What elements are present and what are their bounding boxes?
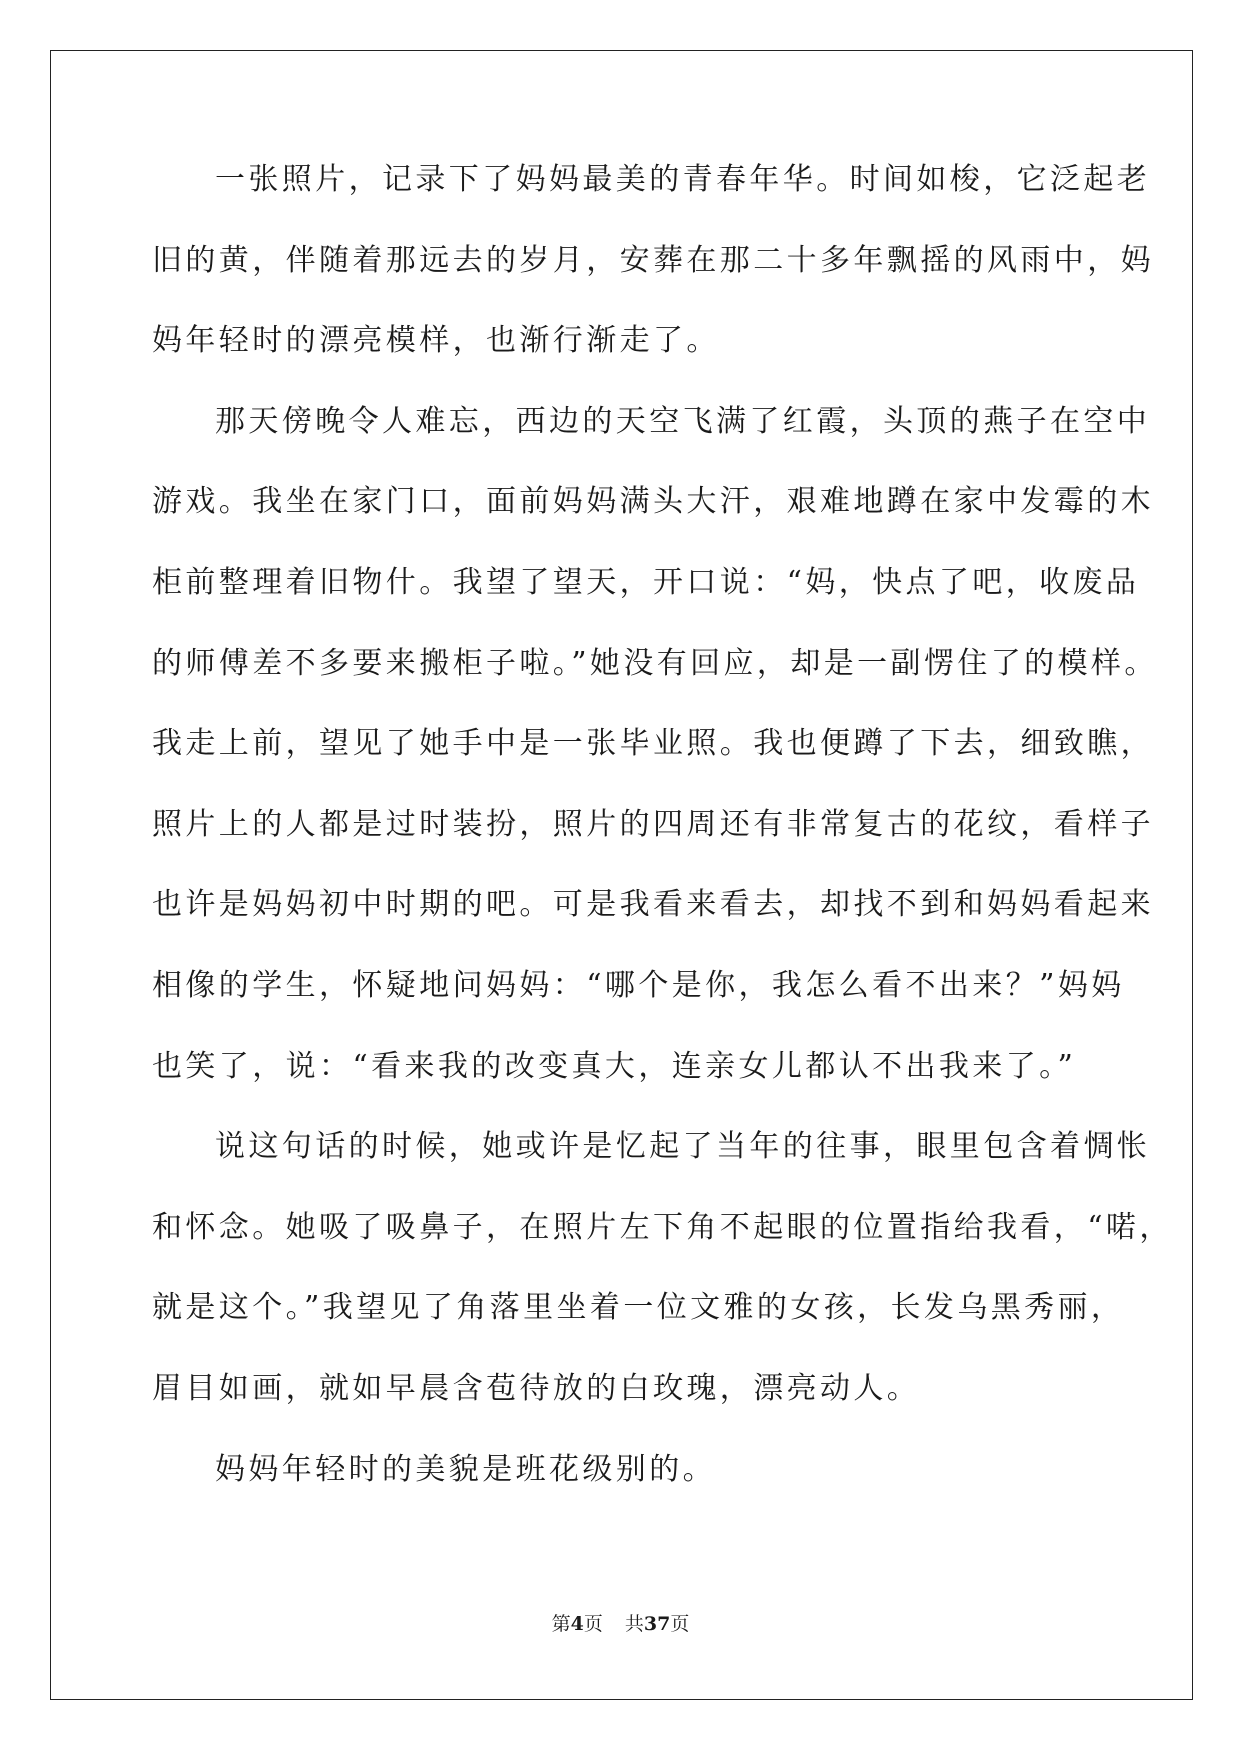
- text-line: 也许是妈妈初中时期的吧。可是我看来看去，却找不到和妈妈看起来: [152, 887, 1154, 923]
- text-line: 眉目如画，就如早晨含苞待放的白玫瑰，漂亮动人。: [152, 1370, 921, 1406]
- paragraph: [152, 1127, 1173, 1449]
- paragraph: [152, 1450, 1092, 1531]
- total-suffix: 页: [670, 1613, 690, 1635]
- document-body: [152, 160, 1173, 1530]
- text-line: 也笑了，说：“看来我的改变真大，连亲女儿都认不出我来了。”: [152, 1048, 1077, 1084]
- page-number-footer: [0, 1612, 1241, 1636]
- total-prefix: 共: [624, 1613, 644, 1635]
- total-page-count: 37: [643, 1613, 671, 1635]
- text-line: 照片上的人都是过时装扮，照片的四周还有非常复古的花纹，看样子: [152, 806, 1154, 842]
- text-line: 和怀念。她吸了吸鼻子，在照片左下角不起眼的位置指给我看，“喏，: [152, 1209, 1173, 1245]
- text-line: 妈年轻时的漂亮模样，也渐行渐走了。: [152, 323, 720, 359]
- paragraph: [152, 160, 1154, 402]
- text-line: 相像的学生，怀疑地问妈妈：“哪个是你，我怎么看不出来？”妈妈: [152, 967, 1125, 1003]
- text-line: 就是这个。”我望见了角落里坐着一位文雅的女孩，长发乌黑秀丽，: [152, 1290, 1125, 1326]
- page-suffix: 页: [583, 1613, 603, 1635]
- text-line: 那天傍晚令人难忘，西边的天空飞满了红霞，头顶的燕子在空中: [215, 403, 1151, 439]
- text-line: 旧的黄，伴随着那远去的岁月，安葬在那二十多年飘摇的风雨中，妈: [152, 242, 1154, 278]
- text-line: 游戏。我坐在家门口，面前妈妈满头大汗，艰难地蹲在家中发霉的木: [152, 484, 1154, 520]
- text-line: 我走上前，望见了她手中是一张毕业照。我也便蹲了下去，细致瞧，: [152, 726, 1154, 762]
- text-line: 柜前整理着旧物什。我望了望天，开口说：“妈，快点了吧，收废品: [152, 564, 1140, 600]
- current-page-number: 4: [570, 1613, 584, 1635]
- text-line: 妈妈年轻时的美貌是班花级别的。: [215, 1451, 716, 1487]
- text-line: 一张照片，记录下了妈妈最美的青春年华。时间如梭，它泛起老: [215, 162, 1151, 197]
- text-line: 的师傅差不多要来搬柜子啦。”她没有回应，却是一副愣住了的模样。: [152, 645, 1158, 681]
- paragraph: [152, 402, 1158, 1127]
- page-prefix: 第: [551, 1613, 571, 1635]
- text-line: 说这句话的时候，她或许是忆起了当年的往事，眼里包含着惆怅: [215, 1129, 1151, 1165]
